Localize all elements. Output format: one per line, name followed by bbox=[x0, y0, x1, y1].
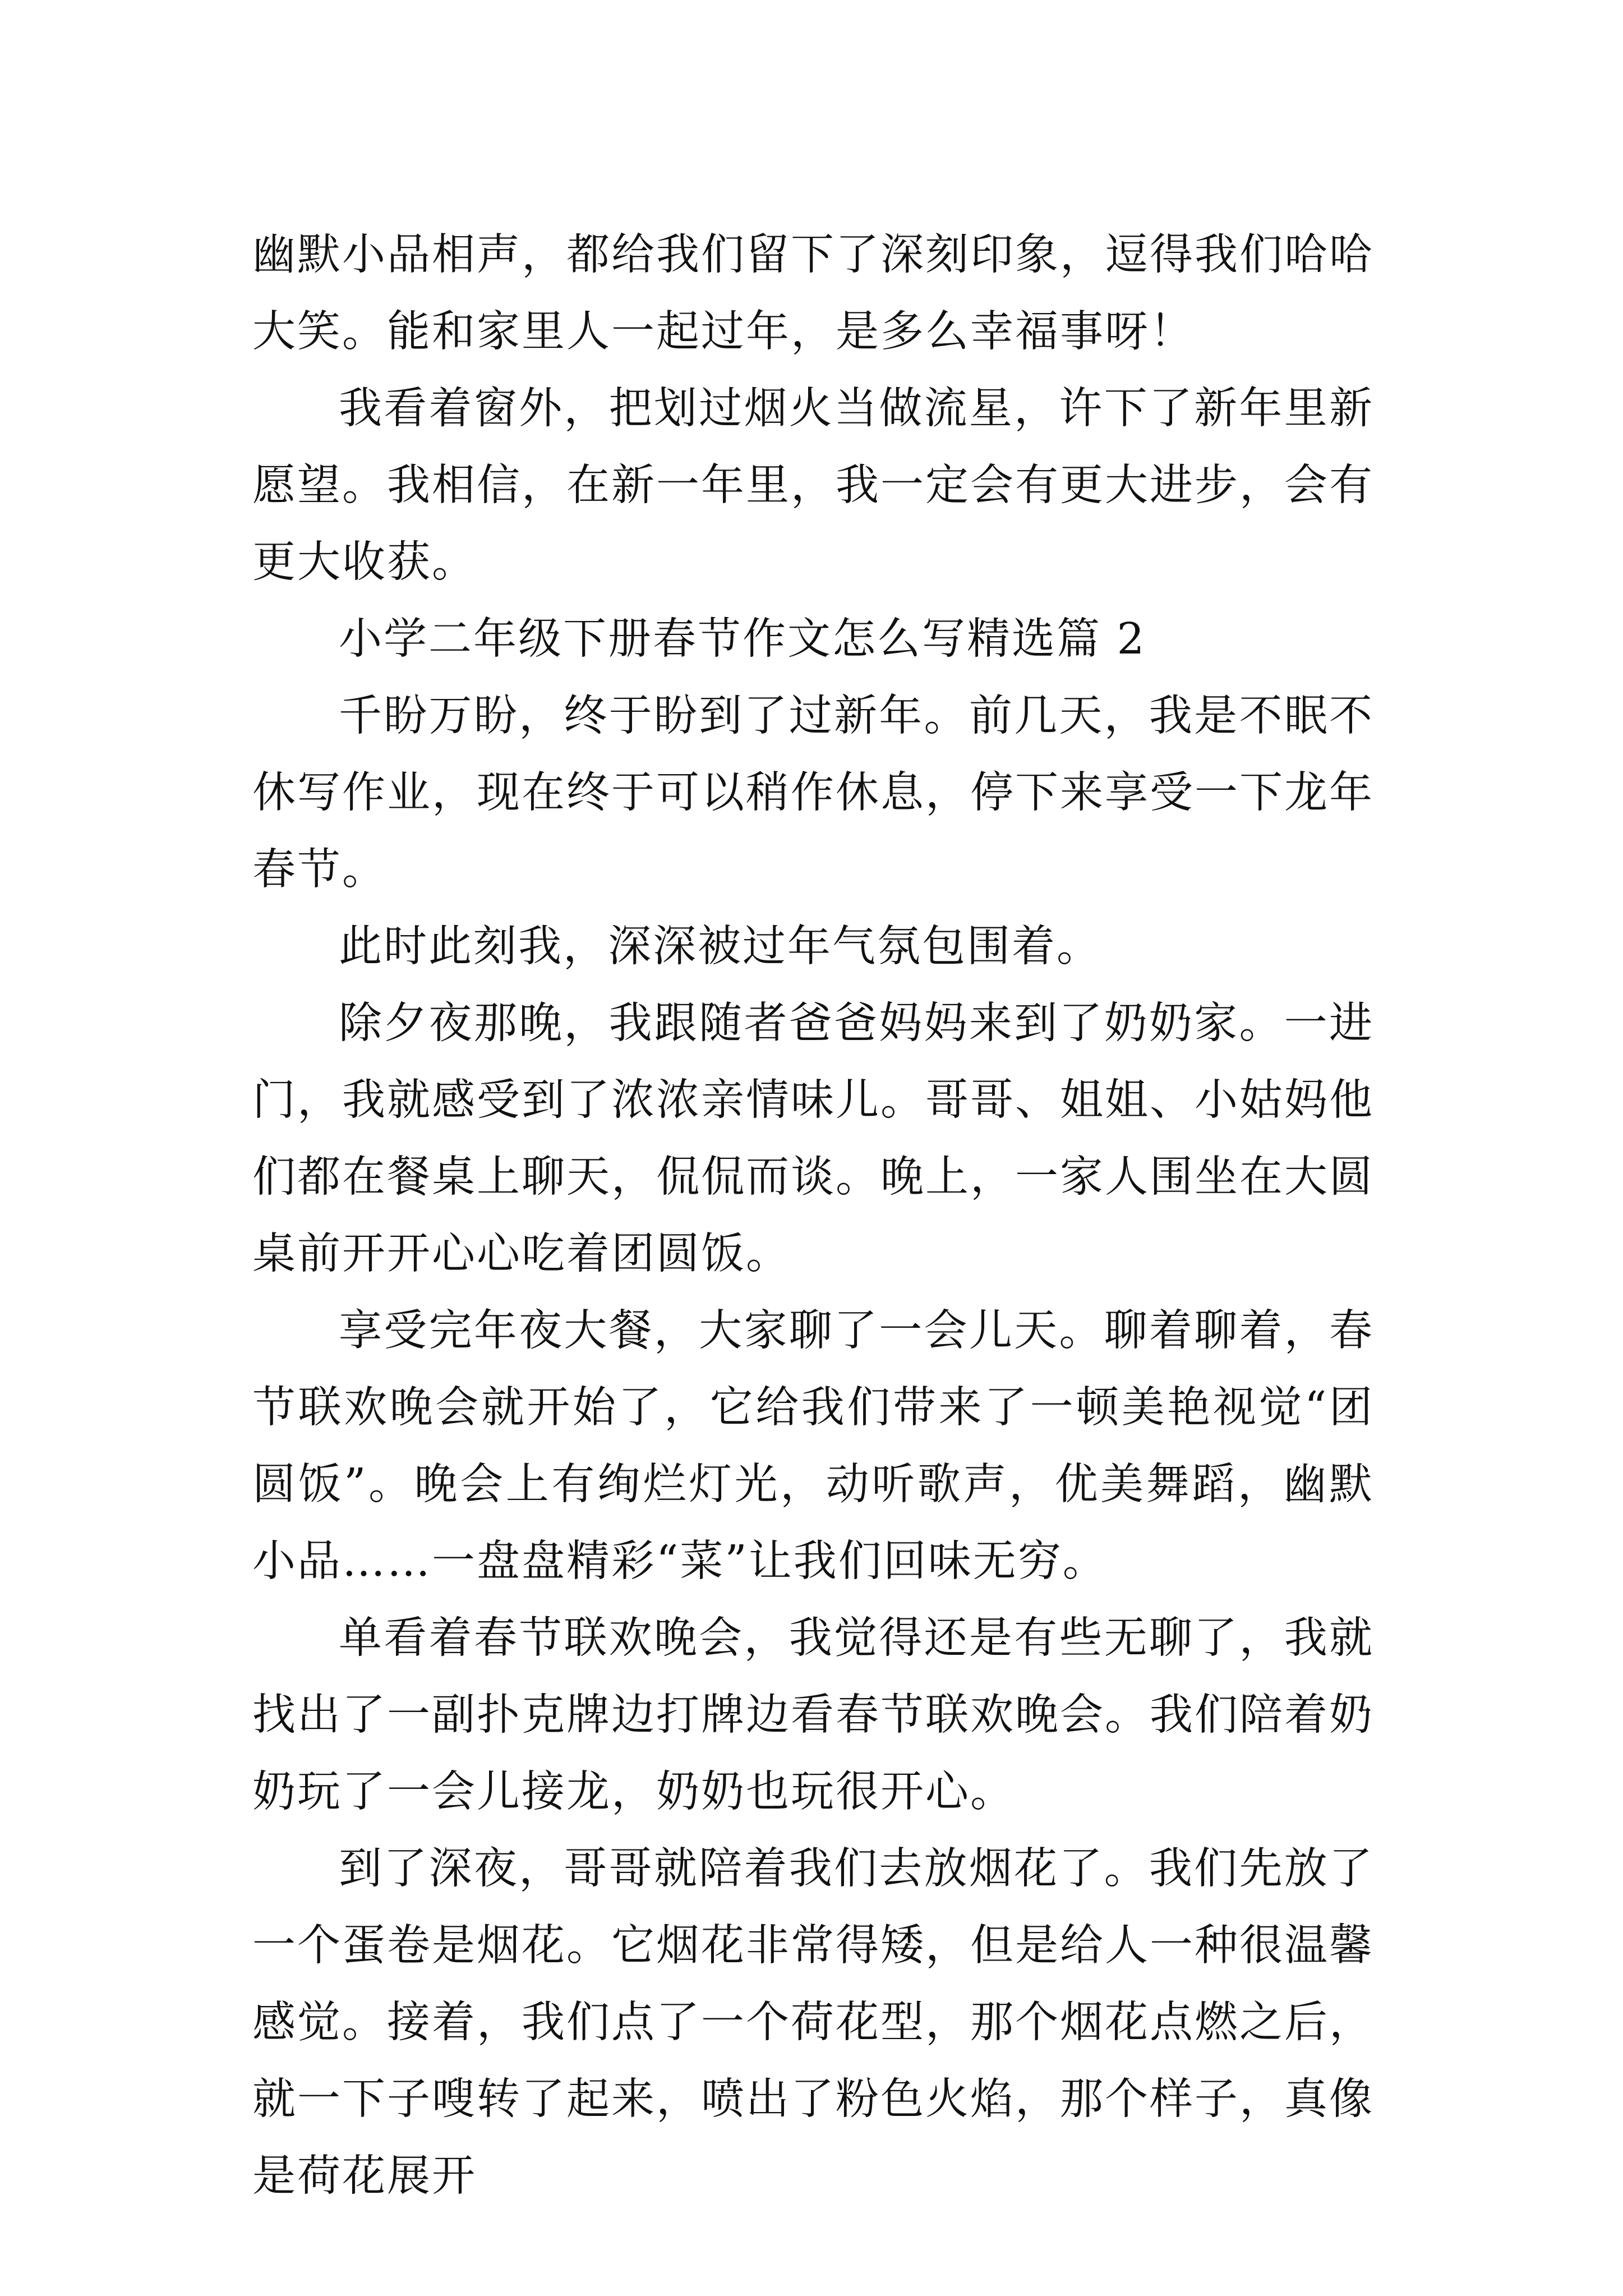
paragraph-8: 到了深夜，哥哥就陪着我们去放烟花了。我们先放了一个蛋卷是烟花。它烟花非常得矮，但是给人一种很温馨感觉。接着，我们点了一个荷花型，那个烟花点燃之后，就一下子嗖转了起来，喷出了粉色火焰，那个样子，真像是荷花展开 bbox=[252, 1844, 1374, 2201]
paragraph-3: 千盼万盼，终于盼到了过新年。前几天，我是不眠不休写作业，现在终于可以稍作休息，停下来享受一下龙年春节。 bbox=[252, 691, 1374, 895]
document-body bbox=[252, 217, 1374, 2215]
paragraph-6: 享受完年夜大餐，大家聊了一会儿天。聊着聊着，春节联欢晚会就开始了，它给我们带来了一顿美艳视觉“团圆饭”。晚会上有绚烂灯光，动听歌声，优美舞蹈，幽默小品……一盘盘精彩“菜”让我们回味无穷。 bbox=[252, 1306, 1374, 1586]
paragraph-2: 我看着窗外，把划过烟火当做流星，许下了新年里新愿望。我相信，在新一年里，我一定会有更大进步，会有更大收获。 bbox=[252, 384, 1374, 587]
paragraph-7: 单看着春节联欢晚会，我觉得还是有些无聊了，我就找出了一副扑克牌边打牌边看春节联欢晚会。我们陪着奶奶玩了一会儿接龙，奶奶也玩很开心。 bbox=[252, 1613, 1374, 1817]
paragraph-4: 此时此刻我，深深被过年气氛包围着。 bbox=[339, 922, 1101, 972]
paragraph-5: 除夕夜那晚，我跟随者爸爸妈妈来到了奶奶家。一进门，我就感受到了浓浓亲情味儿。哥哥、姐姐、小姑妈他们都在餐桌上聊天，侃侃而谈。晚上，一家人围坐在大圆桌前开开心心吃着团圆饭。 bbox=[252, 999, 1374, 1279]
paragraph-1: 幽默小品相声，都给我们留下了深刻印象，逗得我们哈哈大笑。能和家里人一起过年，是多么幸福事呀！ bbox=[252, 230, 1374, 357]
section-heading: 小学二年级下册春节作文怎么写精选篇 2 bbox=[339, 614, 1146, 664]
